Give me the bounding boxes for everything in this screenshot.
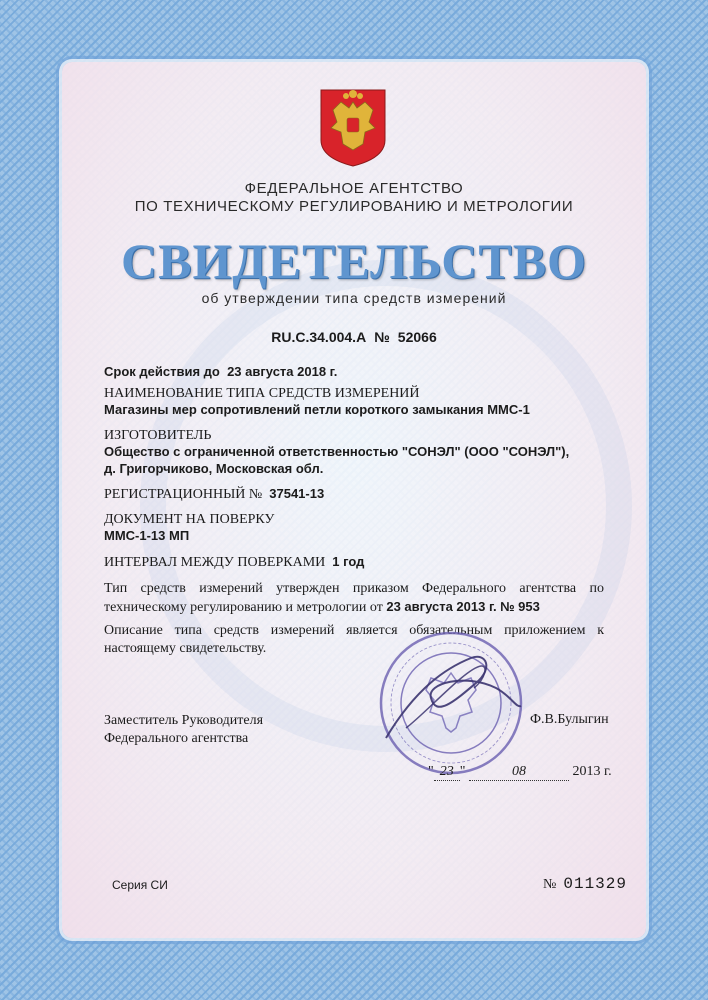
approval-order-number: 953: [518, 599, 540, 614]
certificate-title: СВИДЕТЕЛЬСТВО: [121, 233, 587, 289]
approval-text: Тип средств измерений утвержден приказом Федерального агентства по техническому регулированию и метрологии от: [104, 581, 604, 615]
signatory-position-line2: Федерального агентства: [104, 731, 249, 746]
issue-date-year: 2013 г.: [572, 764, 612, 779]
verification-doc-value: ММС-1-13 МП: [104, 528, 190, 543]
interval-label: ИНТЕРВАЛ МЕЖДУ ПОВЕРКАМИ: [104, 555, 326, 570]
validity-label: Срок действия до: [104, 364, 220, 379]
form-serial-sign: №: [543, 877, 557, 892]
agency-name-line2: ПО ТЕХНИЧЕСКОМУ РЕГУЛИРОВАНИЮ И МЕТРОЛОГИИ: [134, 198, 574, 215]
certificate-number-value: 52066: [397, 329, 437, 345]
official-seal-stamp: [376, 628, 526, 778]
issue-date-quote-open: ": [428, 764, 434, 779]
interval-value: 1 год: [332, 554, 365, 569]
registration-value: 37541-13: [269, 486, 325, 501]
certificate-subtitle: об утверждении типа средств измерений: [201, 290, 507, 306]
certificate-number: [0, 329, 708, 345]
certificate-number-prefix: RU.C.34.004.A: [271, 329, 367, 345]
form-serial-number: [543, 875, 627, 893]
signatory-name: Ф.В.Булыгин: [530, 712, 609, 727]
form-series: Серия СИ: [112, 878, 168, 892]
issue-date-month: 08: [469, 764, 569, 781]
registration-line: [104, 486, 324, 503]
registration-label: РЕГИСТРАЦИОННЫЙ №: [104, 487, 263, 502]
description-note: Описание типа средств измерений является обязательным приложением к настоящему свидетельству.: [104, 623, 604, 656]
manufacturer-line2: д. Григорчиково, Московская обл.: [104, 461, 324, 476]
validity-line: [104, 364, 337, 379]
certificate-number-sign: №: [374, 329, 390, 345]
instrument-value: Магазины мер сопротивлений петли короткого замыкания ММС-1: [104, 402, 530, 417]
instrument-label: НАИМЕНОВАНИЕ ТИПА СРЕДСТВ ИЗМЕРЕНИЙ: [104, 386, 420, 401]
agency-name-line1: ФЕДЕРАЛЬНОЕ АГЕНТСТВО: [244, 180, 464, 197]
approval-paragraph: [104, 580, 604, 617]
manufacturer-line1: Общество с ограниченной ответственностью "СОНЭЛ" (ООО "СОНЭЛ"),: [104, 444, 570, 459]
manufacturer-label: ИЗГОТОВИТЕЛЬ: [104, 428, 212, 443]
issue-date-quote-close: ": [459, 764, 466, 779]
interval-line: [104, 554, 364, 571]
signatory-position-line1: Заместитель Руководителя: [104, 713, 264, 728]
issue-date-day: 23: [434, 764, 460, 781]
coat-of-arms-emblem: [319, 88, 387, 168]
approval-date: 23 августа 2013 г.: [386, 599, 497, 614]
issue-date: [428, 764, 612, 781]
approval-order-sign: №: [500, 599, 515, 614]
form-serial-value: 011329: [563, 875, 627, 893]
verification-doc-label: ДОКУМЕНТ НА ПОВЕРКУ: [104, 512, 275, 527]
signatory-position: [104, 712, 263, 748]
validity-date: 23 августа 2018 г.: [227, 364, 338, 379]
